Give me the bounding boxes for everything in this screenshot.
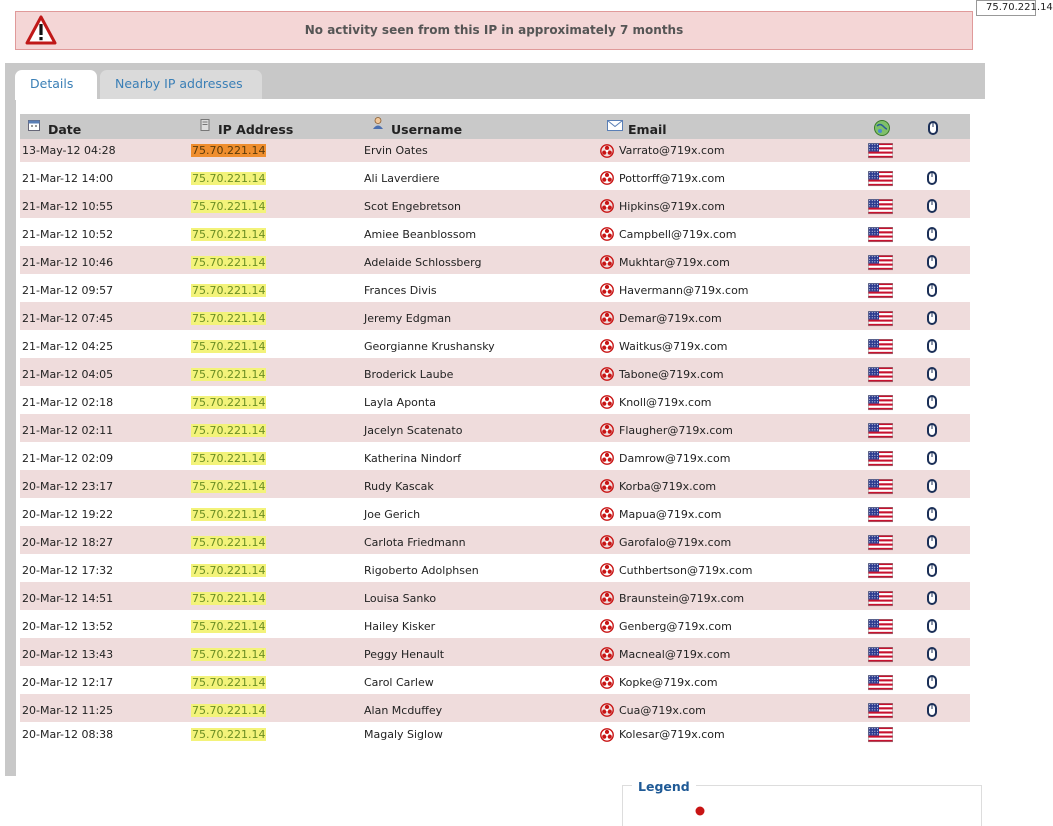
cell-country (868, 638, 893, 668)
ip-address-link[interactable]: 75.70.221.14 (192, 619, 266, 633)
email-address[interactable]: Genberg@719x.com (619, 619, 732, 633)
cell-ip[interactable] (191, 330, 266, 360)
us-flag-icon (868, 619, 893, 634)
biohazard-icon (600, 395, 614, 409)
cell-action[interactable] (924, 358, 940, 388)
cell-email[interactable] (600, 526, 731, 556)
cell-username[interactable]: Jeremy Edgman (364, 311, 452, 325)
table-row[interactable] (20, 526, 970, 554)
cell-email[interactable] (600, 722, 725, 747)
cell-username[interactable]: Adelaide Schlossberg (364, 255, 482, 269)
cell-action[interactable] (924, 498, 940, 528)
email-address[interactable]: Korba@719x.com (619, 479, 717, 493)
cell-ip[interactable] (191, 694, 266, 724)
email-address[interactable]: Flaugher@719x.com (619, 423, 733, 437)
mouse-icon[interactable] (924, 590, 940, 606)
cell-email[interactable] (600, 666, 718, 696)
biohazard-icon (600, 144, 614, 158)
cell-ip[interactable] (191, 218, 266, 248)
ip-address-link[interactable]: 75.70.221.14 (192, 423, 266, 437)
cell-country (868, 190, 893, 220)
mouse-icon[interactable] (924, 282, 940, 298)
us-flag-icon (868, 395, 893, 410)
ip-address-link[interactable]: 75.70.221.14 (192, 647, 266, 661)
details-panel (5, 63, 985, 794)
cell-country (868, 139, 893, 162)
us-flag-icon (868, 199, 893, 214)
tab-details[interactable]: Details (15, 70, 97, 100)
cell-email[interactable] (600, 274, 749, 304)
mouse-icon[interactable] (924, 478, 940, 494)
cell-ip[interactable] (191, 722, 266, 747)
us-flag-icon (868, 535, 893, 550)
email-address[interactable]: Campbell@719x.com (619, 227, 737, 241)
email-address[interactable]: Varrato@719x.com (619, 144, 725, 157)
ip-address-link[interactable]: 75.70.221.14 (192, 367, 266, 381)
cell-ip[interactable] (191, 386, 266, 416)
column-label-date: Date (48, 122, 82, 137)
cell-action[interactable] (924, 218, 940, 248)
cell-country (868, 218, 893, 248)
table-row[interactable] (20, 139, 970, 162)
us-flag-icon (868, 591, 893, 606)
us-flag-icon (868, 563, 893, 578)
ip-address-link[interactable]: 75.70.221.14 (192, 395, 266, 409)
cell-username[interactable]: Magaly Siglow (364, 728, 443, 741)
biohazard-icon (600, 647, 614, 661)
us-flag-icon (868, 479, 893, 494)
cell-username[interactable]: Rigoberto Adolphsen (364, 563, 479, 577)
column-label-username: Username (391, 122, 463, 137)
table-row[interactable] (20, 722, 970, 747)
cell-username[interactable]: Peggy Henault (364, 647, 445, 661)
us-flag-icon (868, 727, 893, 742)
biohazard-icon (600, 171, 614, 185)
cell-email[interactable] (600, 442, 730, 472)
us-flag-icon (868, 283, 893, 298)
cell-date: 21-Mar-12 02:18 (22, 395, 114, 409)
email-address[interactable]: Demar@719x.com (619, 311, 722, 325)
cell-ip[interactable] (191, 274, 266, 304)
cell-date: 20-Mar-12 23:17 (22, 479, 114, 493)
tab-nearby-ip-addresses[interactable]: Nearby IP addresses (100, 70, 262, 100)
column-label-ip: IP Address (218, 122, 294, 137)
cell-action[interactable] (924, 330, 940, 360)
cell-email[interactable] (600, 358, 724, 388)
cell-email[interactable] (600, 638, 730, 668)
cell-ip[interactable] (191, 302, 266, 332)
email-address[interactable]: Garofalo@719x.com (619, 535, 732, 549)
cell-ip[interactable] (191, 470, 266, 500)
us-flag-icon (868, 647, 893, 662)
us-flag-icon (868, 171, 893, 186)
cell-username[interactable]: Louisa Sanko (364, 591, 437, 605)
email-address[interactable]: Mukhtar@719x.com (619, 255, 730, 269)
mouse-icon[interactable] (924, 310, 940, 326)
email-address[interactable]: Damrow@719x.com (619, 451, 731, 465)
cell-action[interactable] (924, 246, 940, 276)
cell-date: 20-Mar-12 08:38 (22, 728, 114, 741)
cell-username[interactable]: Georgianne Krushansky (364, 339, 495, 353)
mouse-icon[interactable] (924, 534, 940, 550)
cell-ip[interactable] (191, 498, 266, 528)
column-header-ip[interactable] (199, 114, 293, 139)
ip-address-link[interactable]: 75.70.221.14 (192, 675, 266, 689)
cell-email[interactable] (600, 386, 712, 416)
table-row[interactable] (20, 246, 970, 274)
biohazard-icon (600, 728, 614, 742)
ip-address-link[interactable]: 75.70.221.14 (192, 171, 266, 185)
email-address[interactable]: Knoll@719x.com (619, 395, 712, 409)
cell-ip[interactable] (191, 442, 266, 472)
column-header-email[interactable] (607, 114, 667, 139)
ip-address-link[interactable]: 75.70.221.14 (192, 339, 266, 353)
biohazard-icon (600, 591, 614, 605)
mouse-icon[interactable] (924, 506, 940, 522)
cell-action[interactable] (924, 442, 940, 472)
cell-date: 21-Mar-12 09:57 (22, 283, 114, 297)
biohazard-icon (600, 451, 614, 465)
ip-tooltip: 75.70.221.14 (976, 0, 1036, 16)
cell-action[interactable] (924, 414, 940, 444)
cell-username[interactable]: Alan Mcduffey (364, 703, 443, 717)
cell-email[interactable] (600, 498, 721, 528)
cell-username[interactable]: Carol Carlew (364, 675, 434, 689)
mouse-icon[interactable] (924, 338, 940, 354)
cell-ip[interactable] (191, 666, 266, 696)
cell-username[interactable]: Carlota Friedmann (364, 535, 466, 549)
cell-username[interactable]: Scot Engebretson (364, 199, 462, 213)
cell-ip[interactable] (191, 610, 266, 640)
table-header (20, 114, 970, 139)
cell-date: 21-Mar-12 14:00 (22, 171, 114, 185)
table-row[interactable] (20, 666, 970, 694)
cell-ip[interactable] (191, 190, 266, 220)
table-row[interactable] (20, 694, 970, 722)
biohazard-icon (600, 255, 614, 269)
cell-action[interactable] (924, 302, 940, 332)
cell-email[interactable] (600, 414, 733, 444)
cell-country (868, 666, 893, 696)
cell-country (868, 694, 893, 724)
biohazard-icon (600, 507, 614, 521)
cell-country (868, 358, 893, 388)
email-address[interactable]: Cuthbertson@719x.com (619, 563, 753, 577)
us-flag-icon (868, 227, 893, 242)
cell-date: 21-Mar-12 10:52 (22, 227, 114, 241)
cell-date: 21-Mar-12 02:11 (22, 423, 114, 437)
cell-email[interactable] (600, 139, 725, 162)
cell-date: 21-Mar-12 02:09 (22, 451, 114, 465)
table-row[interactable] (20, 498, 970, 526)
cell-username[interactable]: Hailey Kisker (364, 619, 436, 633)
table-row[interactable] (20, 638, 970, 666)
cell-username[interactable]: Katherina Nindorf (364, 451, 461, 465)
cell-date: 20-Mar-12 12:17 (22, 675, 114, 689)
cell-country (868, 330, 893, 360)
cell-date: 21-Mar-12 10:46 (22, 255, 114, 269)
cell-action[interactable] (924, 666, 940, 696)
cell-action[interactable] (924, 526, 940, 556)
cell-action[interactable] (924, 638, 940, 668)
email-address[interactable]: Mapua@719x.com (619, 507, 722, 521)
mouse-icon[interactable] (924, 198, 940, 214)
cell-country (868, 498, 893, 528)
cell-ip[interactable] (191, 358, 266, 388)
us-flag-icon (868, 703, 893, 718)
cell-ip[interactable] (191, 162, 266, 192)
column-header-username[interactable] (372, 114, 462, 139)
email-address[interactable]: Cua@719x.com (619, 703, 706, 717)
ip-address-link[interactable]: 75.70.221.14 (192, 311, 266, 325)
table-row[interactable] (20, 442, 970, 470)
mouse-icon[interactable] (924, 450, 940, 466)
mouse-icon[interactable] (924, 394, 940, 410)
cell-country (868, 386, 893, 416)
cell-ip[interactable] (191, 139, 266, 162)
table-row[interactable] (20, 386, 970, 414)
cell-country (868, 582, 893, 612)
biohazard-icon (600, 199, 614, 213)
cell-email[interactable] (600, 246, 730, 276)
us-flag-icon (868, 311, 893, 326)
us-flag-icon (868, 675, 893, 690)
user-icon (372, 117, 384, 129)
cell-action[interactable] (924, 554, 940, 584)
us-flag-icon (868, 255, 893, 270)
tab-content (16, 99, 985, 794)
cell-date: 20-Mar-12 14:51 (22, 591, 114, 605)
ip-address-link[interactable]: 75.70.221.14 (192, 535, 266, 549)
cell-username[interactable]: Jacelyn Scatenato (364, 423, 463, 437)
cell-date: 20-Mar-12 17:32 (22, 563, 114, 577)
cell-date: 21-Mar-12 04:05 (22, 367, 114, 381)
cell-ip[interactable] (191, 582, 266, 612)
cell-username[interactable]: Frances Divis (364, 283, 437, 297)
email-address[interactable]: Kopke@719x.com (619, 675, 718, 689)
mouse-icon[interactable] (924, 366, 940, 382)
biohazard-icon (600, 619, 614, 633)
table-row[interactable] (20, 414, 970, 442)
cell-country (868, 722, 893, 747)
cell-date: 20-Mar-12 19:22 (22, 507, 114, 521)
cell-action[interactable] (924, 190, 940, 220)
table-row[interactable] (20, 302, 970, 330)
cell-username[interactable]: Joe Gerich (364, 507, 421, 521)
table-row[interactable] (20, 274, 970, 302)
cell-date: 13-May-12 04:28 (22, 144, 116, 157)
alert-message: No activity seen from this IP in approximately 7 months (304, 23, 684, 37)
cell-email[interactable] (600, 610, 732, 640)
biohazard-icon (600, 479, 614, 493)
biohazard-icon (600, 367, 614, 381)
cell-country (868, 526, 893, 556)
mouse-icon (925, 120, 941, 136)
cell-username[interactable]: Ali Laverdiere (364, 171, 440, 185)
column-header-date[interactable] (28, 114, 81, 139)
cell-ip[interactable] (191, 638, 266, 668)
ip-address-link[interactable]: 75.70.221.14 (192, 479, 266, 493)
ip-address-link[interactable]: 75.70.221.14 (192, 255, 266, 269)
cell-username[interactable]: Ervin Oates (364, 144, 428, 157)
mouse-icon[interactable] (924, 422, 940, 438)
cell-ip[interactable] (191, 526, 266, 556)
cell-username[interactable]: Rudy Kascak (364, 479, 434, 493)
email-address[interactable]: Kolesar@719x.com (619, 728, 725, 741)
cell-country (868, 302, 893, 332)
cell-action[interactable] (924, 610, 940, 640)
column-label-email: Email (628, 122, 667, 137)
mouse-icon[interactable] (924, 618, 940, 634)
cell-email[interactable] (600, 554, 752, 584)
mouse-icon[interactable] (924, 254, 940, 270)
ip-address-link[interactable]: 75.70.221.14 (192, 227, 266, 241)
legend-box (622, 779, 982, 826)
cell-action[interactable] (924, 386, 940, 416)
cell-country (868, 274, 893, 304)
mouse-icon[interactable] (924, 170, 940, 186)
cell-action[interactable] (924, 582, 940, 612)
ip-address-link[interactable]: 75.70.221.14 (192, 283, 266, 297)
table-row[interactable] (20, 582, 970, 610)
cell-country (868, 554, 893, 584)
table-row[interactable] (20, 358, 970, 386)
table-row[interactable] (20, 162, 970, 190)
biohazard-icon (600, 339, 614, 353)
cell-email[interactable] (600, 218, 736, 248)
email-address[interactable]: Waitkus@719x.com (619, 339, 728, 353)
ip-address-link[interactable]: 75.70.221.14 (192, 451, 266, 465)
cell-email[interactable] (600, 162, 725, 192)
inactivity-alert (15, 11, 973, 50)
biohazard-icon (600, 703, 614, 717)
ip-address-link[interactable]: 75.70.221.14 (192, 591, 266, 605)
ip-address-link[interactable]: 75.70.221.14 (192, 563, 266, 577)
cell-email[interactable] (600, 582, 744, 612)
cell-date: 20-Mar-12 13:43 (22, 647, 114, 661)
mouse-icon[interactable] (924, 674, 940, 690)
cell-country (868, 442, 893, 472)
email-address[interactable]: Macneal@719x.com (619, 647, 731, 661)
cell-email[interactable] (600, 190, 725, 220)
calendar-icon (28, 119, 40, 131)
ip-address-link[interactable]: 75.70.221.14 (192, 507, 266, 521)
cell-ip[interactable] (191, 246, 266, 276)
biohazard-icon (600, 563, 614, 577)
email-address[interactable]: Havermann@719x.com (619, 283, 749, 297)
us-flag-icon (868, 507, 893, 522)
table-row[interactable] (20, 190, 970, 218)
cell-email[interactable] (600, 694, 706, 724)
us-flag-icon (868, 423, 893, 438)
cell-email[interactable] (600, 330, 728, 360)
cell-email[interactable] (600, 302, 722, 332)
mouse-icon[interactable] (924, 226, 940, 242)
ip-address-link[interactable]: 75.70.221.14 (192, 199, 266, 213)
cell-country (868, 470, 893, 500)
ip-address-link[interactable]: 75.70.221.14 (192, 728, 266, 741)
mouse-icon[interactable] (924, 646, 940, 662)
biohazard-icon (600, 423, 614, 437)
biohazard-icon (600, 283, 614, 297)
cell-country (868, 610, 893, 640)
biohazard-icon (600, 311, 614, 325)
cell-country (868, 162, 893, 192)
cell-username[interactable]: Broderick Laube (364, 367, 454, 381)
cell-country (868, 246, 893, 276)
email-address[interactable]: Tabone@719x.com (619, 367, 724, 381)
us-flag-icon (868, 367, 893, 382)
email-address[interactable]: Braunstein@719x.com (619, 591, 745, 605)
cell-action[interactable] (924, 694, 940, 724)
cell-ip[interactable] (191, 554, 266, 584)
cell-date: 21-Mar-12 10:55 (22, 199, 114, 213)
cell-date: 20-Mar-12 11:25 (22, 703, 114, 717)
table-row[interactable] (20, 218, 970, 246)
mouse-icon[interactable] (924, 702, 940, 718)
cell-country (868, 414, 893, 444)
ip-address-link[interactable]: 75.70.221.14 (192, 144, 266, 157)
cell-username[interactable]: Layla Aponta (364, 395, 436, 409)
server-icon (199, 119, 211, 131)
biohazard-icon (600, 535, 614, 549)
biohazard-icon (695, 806, 705, 816)
us-flag-icon (868, 339, 893, 354)
mouse-icon[interactable] (924, 562, 940, 578)
ip-address-link[interactable]: 75.70.221.14 (192, 703, 266, 717)
cell-date: 21-Mar-12 07:45 (22, 311, 114, 325)
cell-date: 20-Mar-12 13:52 (22, 619, 114, 633)
table-row[interactable] (20, 330, 970, 358)
legend-title: Legend (632, 779, 696, 794)
envelope-icon (607, 119, 623, 131)
biohazard-icon (600, 227, 614, 241)
globe-icon (874, 120, 890, 136)
table-row[interactable] (20, 610, 970, 638)
biohazard-icon (600, 675, 614, 689)
table-row[interactable] (20, 470, 970, 498)
cell-username[interactable]: Amiee Beanblossom (364, 227, 477, 241)
us-flag-icon (868, 143, 893, 158)
email-address[interactable]: Hipkins@719x.com (619, 199, 725, 213)
cell-action[interactable] (924, 470, 940, 500)
cell-ip[interactable] (191, 414, 266, 444)
cell-email[interactable] (600, 470, 716, 500)
cell-action[interactable] (924, 162, 940, 192)
table-row[interactable] (20, 554, 970, 582)
email-address[interactable]: Pottorff@719x.com (619, 171, 725, 185)
us-flag-icon (868, 451, 893, 466)
cell-date: 20-Mar-12 18:27 (22, 535, 114, 549)
cell-action[interactable] (924, 274, 940, 304)
cell-date: 21-Mar-12 04:25 (22, 339, 114, 353)
